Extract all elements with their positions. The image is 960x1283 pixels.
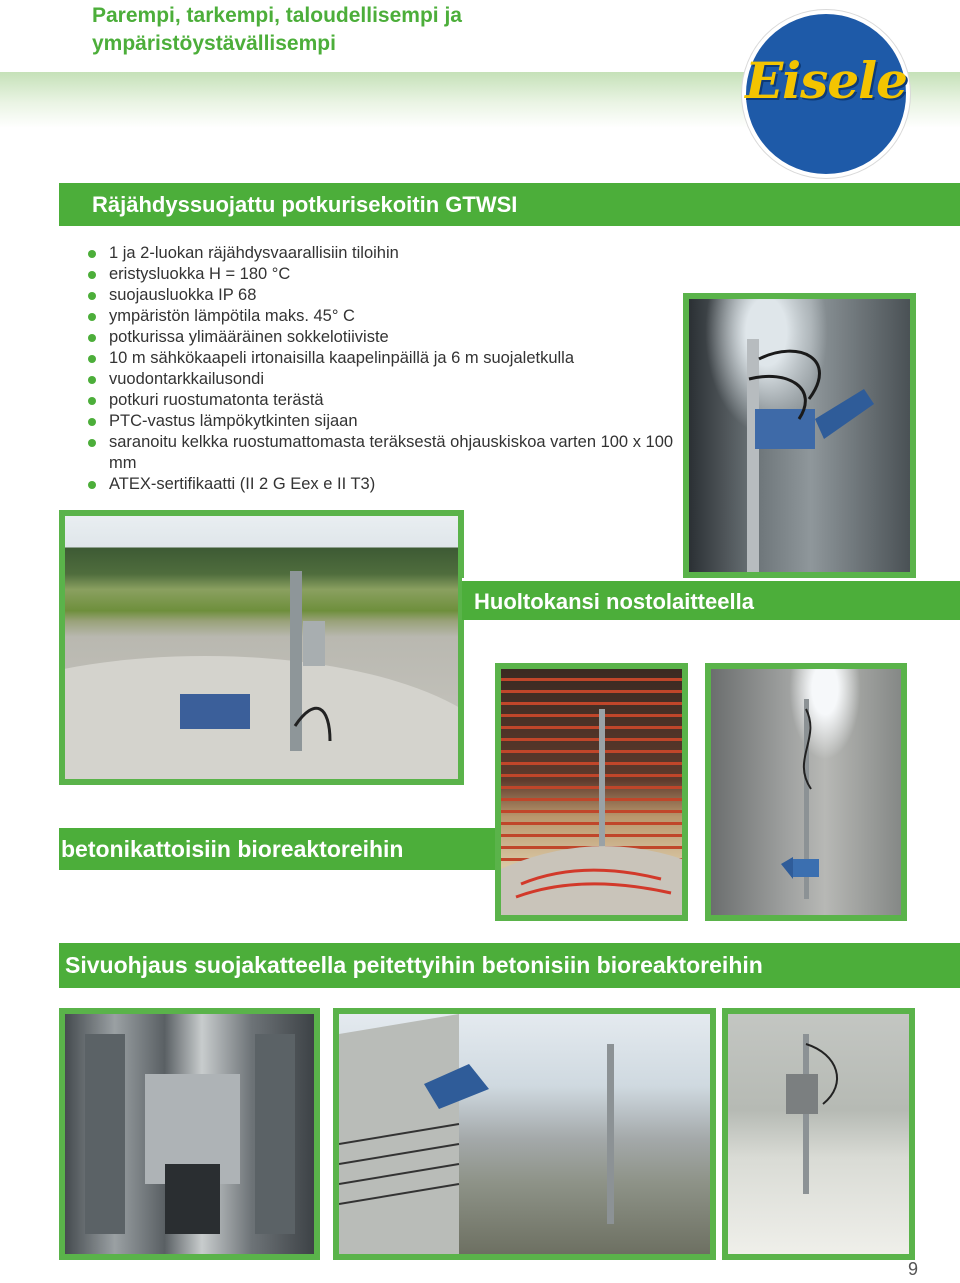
feature-item: ympäristön lämpötila maks. 45° C — [88, 306, 688, 327]
wall-mixer-illustration — [728, 1014, 909, 1254]
photo-wall-mounted-mixer — [722, 1008, 915, 1260]
side-guide-illustration — [339, 1014, 710, 1254]
feature-item: PTC-vastus lämpökytkinten sijaan — [88, 411, 688, 432]
mixer-motor — [791, 859, 819, 877]
page-title-line1: Parempi, tarkempi, taloudellisempi ja — [92, 4, 462, 27]
mixer-motor — [755, 409, 815, 449]
hatch-cover — [180, 694, 250, 729]
page-number: 9 — [907, 1259, 918, 1279]
field-reactor-illustration — [65, 516, 458, 779]
guide-rail — [747, 339, 759, 572]
guide-slot — [165, 1164, 220, 1234]
control-box — [303, 621, 325, 666]
photo-reactor-interior — [705, 663, 907, 921]
feature-item: suojausluokka IP 68 — [88, 285, 688, 306]
mixer-propeller — [815, 389, 874, 439]
steel-bracket — [255, 1034, 295, 1234]
feature-item: eristysluokka H = 180 °C — [88, 264, 688, 285]
mixer-motor — [786, 1074, 818, 1114]
photo-field-reactor-roof — [59, 510, 464, 785]
page-title — [92, 2, 652, 58]
page-title-line2: ympäristöystävällisempi — [92, 32, 336, 55]
concrete-roof — [65, 656, 458, 779]
feature-item: saranoitu kelkka ruostumattomasta teräksestä ohjauskiskoa varten 100 x 100 mm — [88, 432, 688, 474]
mixer-propeller — [781, 857, 793, 879]
steel-bracket — [85, 1034, 125, 1234]
mast — [607, 1044, 614, 1224]
feature-item: 1 ja 2-luokan räjähdysvaarallisiin tiloihin — [88, 243, 688, 264]
feature-item: ATEX-sertifikaatti (II 2 G Eex e II T3) — [88, 474, 688, 495]
feature-item: potkuri ruostumatonta terästä — [88, 390, 688, 411]
feature-item: potkurissa ylimääräinen sokkelotiiviste — [88, 327, 688, 348]
mixer-tank-illustration — [689, 299, 910, 572]
feature-list — [88, 243, 688, 495]
section-title-beton: betonikattoisiin bioreaktoreihin — [59, 828, 495, 870]
section-title-huolto: Huoltokansi nostolaitteella — [462, 578, 960, 620]
feature-item: vuodontarkkailusondi — [88, 369, 688, 390]
section-title-sivu: Sivuohjaus suojakatteella peitettyihin betonisiin bioreaktoreihin — [59, 943, 960, 988]
feature-item: 10 m sähkökaapeli irtonaisilla kaapelinpäillä ja 6 m suojaletkulla — [88, 348, 688, 369]
photo-side-guide-wall — [333, 1008, 716, 1260]
photo-mixer-in-tank — [683, 293, 916, 578]
reactor-interior-illustration — [711, 669, 901, 915]
photo-heating-pipes — [495, 663, 688, 921]
eisele-logo-text: Eisele — [745, 51, 907, 110]
heating-pipes-illustration — [501, 669, 682, 915]
steel-guide-illustration — [65, 1014, 314, 1254]
section-title-main: Räjähdyssuojattu potkurisekoitin GTWSI — [59, 183, 960, 226]
photo-steel-guide-detail — [59, 1008, 320, 1260]
